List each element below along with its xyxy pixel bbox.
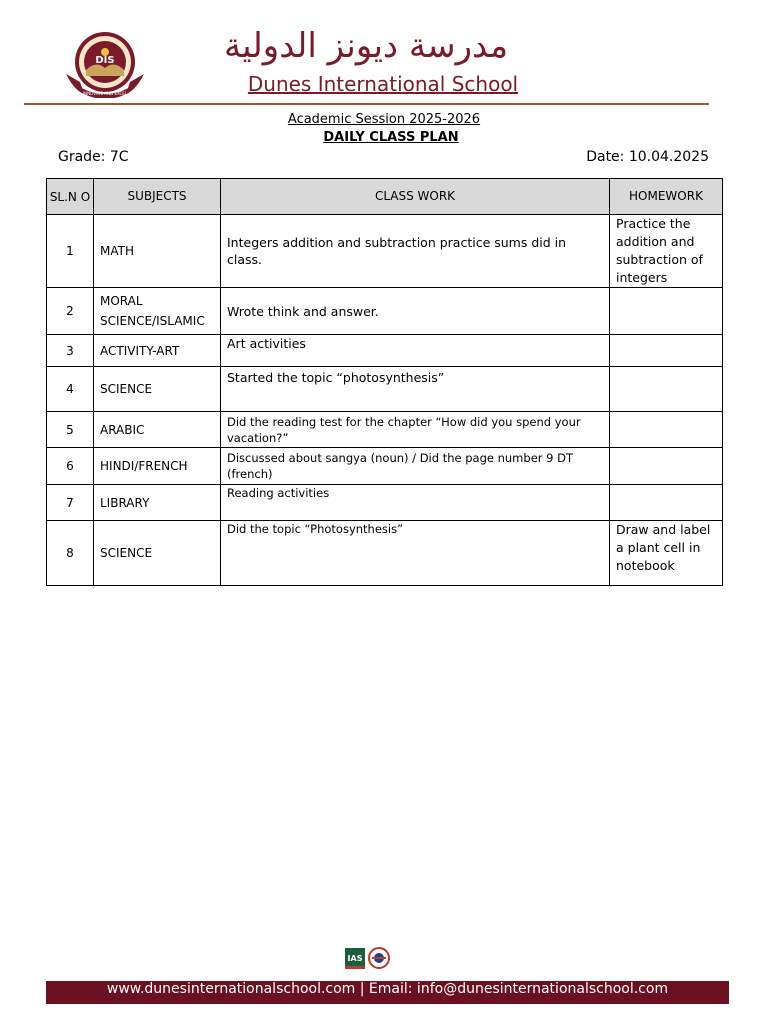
row-number: 1 — [47, 215, 94, 288]
school-logo — [64, 30, 146, 98]
footer-contact: www.dunesinternationalschool.com | Email: info@dunesinternationalschool.com — [106, 981, 669, 997]
header-sl-no: SL.N O — [47, 179, 94, 215]
row-subject: ARABIC — [94, 412, 221, 448]
row-number: 4 — [47, 367, 94, 412]
row-class-work: Started the topic “photosynthesis” — [221, 367, 610, 412]
row-subject: MATH — [94, 215, 221, 288]
grade-label: Grade: 7C — [58, 149, 129, 165]
row-number: 3 — [47, 335, 94, 367]
document-title: DAILY CLASS PLAN — [323, 130, 459, 145]
row-subject: HINDI/FRENCH — [94, 448, 221, 485]
school-name-arabic: مدرسة ديونز الدولية — [223, 26, 509, 66]
accreditation-logo — [342, 944, 394, 978]
row-number: 7 — [47, 485, 94, 521]
row-number: 5 — [47, 412, 94, 448]
row-homework — [610, 335, 723, 367]
row-homework — [610, 448, 723, 485]
row-subject: SCIENCE — [94, 521, 221, 586]
row-number: 2 — [47, 288, 94, 335]
table-header-row — [47, 179, 723, 215]
header-divider — [24, 103, 709, 105]
header-homework: HOMEWORK — [610, 179, 723, 215]
table-row — [47, 448, 723, 485]
table-row — [47, 335, 723, 367]
logo-motto: INNOVATE AND EXCEL — [83, 91, 127, 96]
table-row — [47, 288, 723, 335]
row-class-work: Reading activities — [221, 485, 610, 521]
row-homework — [610, 485, 723, 521]
table-row — [47, 521, 723, 586]
row-class-work: Art activities — [221, 335, 610, 367]
row-subject: ACTIVITY-ART — [94, 335, 221, 367]
footer-bar — [46, 981, 729, 1004]
date-label: Date: 10.04.2025 — [586, 149, 709, 165]
header-class-work: CLASS WORK — [221, 179, 610, 215]
table-row — [47, 215, 723, 288]
table-row — [47, 367, 723, 412]
row-class-work: Did the reading test for the chapter “How did you spend your vacation?” — [221, 412, 610, 448]
row-number: 6 — [47, 448, 94, 485]
row-homework: Draw and label a plant cell in notebook — [610, 521, 723, 586]
row-subject: SCIENCE — [94, 367, 221, 412]
row-homework — [610, 288, 723, 335]
row-class-work: Integers addition and subtraction practice sums did in class. — [221, 215, 610, 288]
row-homework — [610, 412, 723, 448]
school-name: Dunes International School — [247, 72, 519, 96]
table-row — [47, 485, 723, 521]
row-homework — [610, 367, 723, 412]
row-class-work: Did the topic “Photosynthesis” — [221, 521, 610, 586]
row-subject: LIBRARY — [94, 485, 221, 521]
row-class-work: Wrote think and answer. — [221, 288, 610, 335]
academic-session: Academic Session 2025-2026 — [287, 112, 481, 127]
row-number: 8 — [47, 521, 94, 586]
row-subject: MORAL SCIENCE/ISLAMIC — [94, 288, 221, 335]
accreditation-initials: IAS — [347, 954, 363, 963]
class-plan-table — [46, 178, 723, 586]
row-class-work: Discussed about sangya (noun) / Did the page number 9 DT (french) — [221, 448, 610, 485]
logo-initials: DIS — [95, 55, 115, 66]
table-row — [47, 412, 723, 448]
header-subjects: SUBJECTS — [94, 179, 221, 215]
row-homework: Practice the addition and subtraction of integers — [610, 215, 723, 288]
